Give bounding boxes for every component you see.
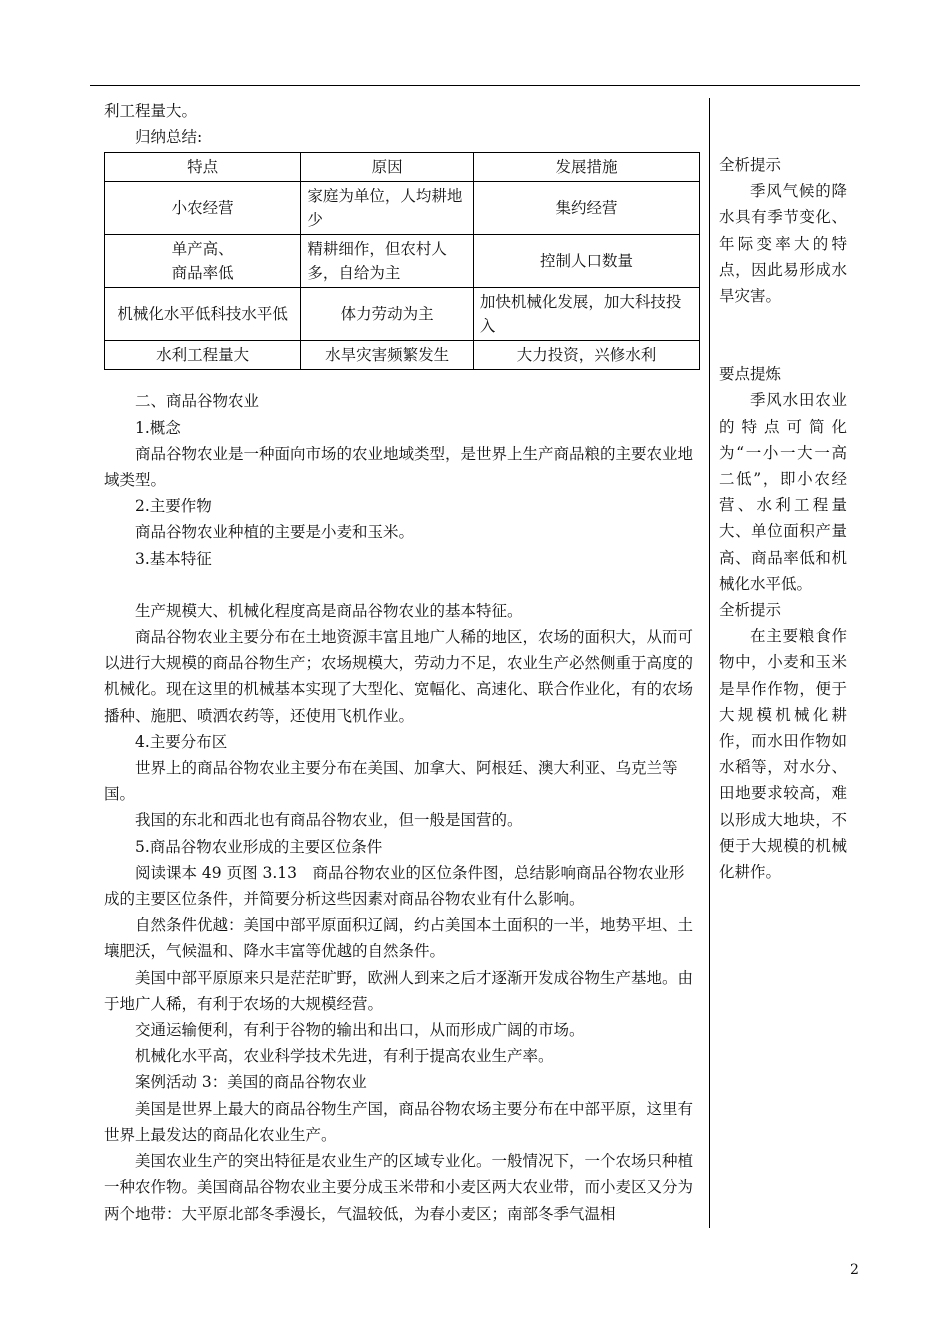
table-cell: 集约经营 xyxy=(473,182,699,235)
side-tip-text: 季风气候的降水具有季节变化、年际变率大的特点，因此易形成水旱灾害。 xyxy=(719,182,847,306)
header-rule xyxy=(90,85,860,86)
side-notes xyxy=(719,152,847,885)
table-cell: 家庭为单位，人均耕地少 xyxy=(301,182,474,235)
table-cell: 水利工程量大 xyxy=(105,341,301,370)
paragraph: 自然条件优越：美国中部平原面积辽阔，约占美国本土面积的一半，地势平坦、土壤肥沃，气候温和、降水丰富等优越的自然条件。 xyxy=(104,916,694,961)
page-number: 2 xyxy=(850,1262,859,1278)
side-points-text: 季风水田农业的特点可简化为“一小一大一高二低”，即小农经营、水利工程量大、单位面积产量高、商品率低和机械化水平低。 xyxy=(719,391,847,593)
section-title: 二、商品谷物农业 xyxy=(135,392,260,411)
paragraph: 美国农业生产的突出特征是农业生产的区域专业化。一般情况下，一个农场只种植一种农作物。美国商品谷物农业主要分成玉米带和小麦区两大农业带，而小麦区又分为两个地带：大平原北部冬季漫长，气温较低，为春小麦区；南部冬季气温相 xyxy=(104,1152,694,1223)
continued-text: 利工程量大。 xyxy=(104,102,198,120)
side-tip-text: 在主要粮食作物中，小麦和玉米是旱作作物，便于大规模机械化耕作，而水田作物如水稻等，对水分、田地要求较高，难以形成大地块，不便于大规模的机械化耕作。 xyxy=(719,627,847,882)
subheading: 3.基本特征 xyxy=(135,549,212,568)
table-cell: 控制人口数量 xyxy=(473,235,699,288)
table-row xyxy=(105,235,700,288)
table-header-row xyxy=(105,153,700,182)
paragraph: 交通运输便利，有利于谷物的输出和出口，从而形成广阔的市场。 xyxy=(135,1021,585,1040)
main-column xyxy=(104,98,700,1227)
table-row xyxy=(105,288,700,341)
subheading: 5.商品谷物农业形成的主要区位条件 xyxy=(135,837,383,856)
side-tip-title: 全析提示 xyxy=(719,601,782,620)
table-cell: 水旱灾害频繁发生 xyxy=(301,341,474,370)
table-cell: 大力投资，兴修水利 xyxy=(473,341,699,370)
paragraph: 美国中部平原原来只是茫茫旷野，欧洲人到来之后才逐渐开发成谷物生产基地。由于地广人稀，有利于农场的大规模经营。 xyxy=(104,968,694,1013)
paragraph: 我国的东北和西北也有商品谷物农业，但一般是国营的。 xyxy=(135,811,523,830)
subheading: 1.概念 xyxy=(135,418,181,437)
paragraph: 美国是世界上最大的商品谷物生产国，商品谷物农场主要分布在中部平原，这里有世界上最发达的商品化农业生产。 xyxy=(104,1099,694,1144)
table-cell: 机械化水平低科技水平低 xyxy=(105,288,301,341)
table-cell: 精耕细作，但农村人多，自给为主 xyxy=(301,235,474,288)
paragraph: 生产规模大、机械化程度高是商品谷物农业的基本特征。 xyxy=(135,601,523,620)
column-divider xyxy=(709,98,710,1228)
table-header-cell: 发展措施 xyxy=(473,153,699,182)
subheading: 4.主要分布区 xyxy=(135,732,228,751)
table-cell: 小农经营 xyxy=(105,182,301,235)
paragraph: 商品谷物农业是一种面向市场的农业地域类型，是世界上生产商品粮的主要农业地域类型。 xyxy=(104,444,694,490)
table-cell: 单产高、 商品率低 xyxy=(105,235,301,288)
paragraph: 商品谷物农业主要分布在土地资源丰富且地广人稀的地区，农场的面积大，从而可以进行大规模的商品谷物生产；农场规模大，劳动力不足，农业生产必然侧重于高度的机械化。现在这里的机械基本实现了大型化、宽幅化、高速化、联合作业化，有的农场播种、施肥、喷洒农药等，还使用飞机作业。 xyxy=(104,628,694,725)
side-tip-title: 全析提示 xyxy=(719,156,782,174)
side-points-title: 要点提炼 xyxy=(719,365,782,384)
table-row xyxy=(105,341,700,370)
table-cell: 体力劳动为主 xyxy=(301,288,474,341)
table-header-cell: 特点 xyxy=(105,153,301,182)
summary-label: 归纳总结: xyxy=(135,128,203,147)
paragraph: 世界上的商品谷物农业主要分布在美国、加拿大、阿根廷、澳大利亚、乌克兰等国。 xyxy=(104,759,678,804)
summary-table xyxy=(104,152,700,370)
paragraph: 机械化水平高，农业科学技术先进，有利于提高农业生产率。 xyxy=(135,1047,554,1066)
table-row xyxy=(105,182,700,235)
table-cell: 加快机械化发展，加大科技投入 xyxy=(473,288,699,341)
blank-line xyxy=(104,572,700,598)
subheading: 2.主要作物 xyxy=(135,497,212,516)
side-gap xyxy=(719,309,847,361)
table-header-cell: 原因 xyxy=(301,153,474,182)
paragraph: 商品谷物农业种植的主要是小麦和玉米。 xyxy=(135,523,415,542)
paragraph: 阅读课本 49 页图 3.13 商品谷物农业的区位条件图，总结影响商品谷物农业形成的主要区位条件，并简要分析这些因素对商品谷物农业有什么影响。 xyxy=(104,863,685,909)
case-title: 案例活动 3：美国的商品谷物农业 xyxy=(135,1073,367,1092)
